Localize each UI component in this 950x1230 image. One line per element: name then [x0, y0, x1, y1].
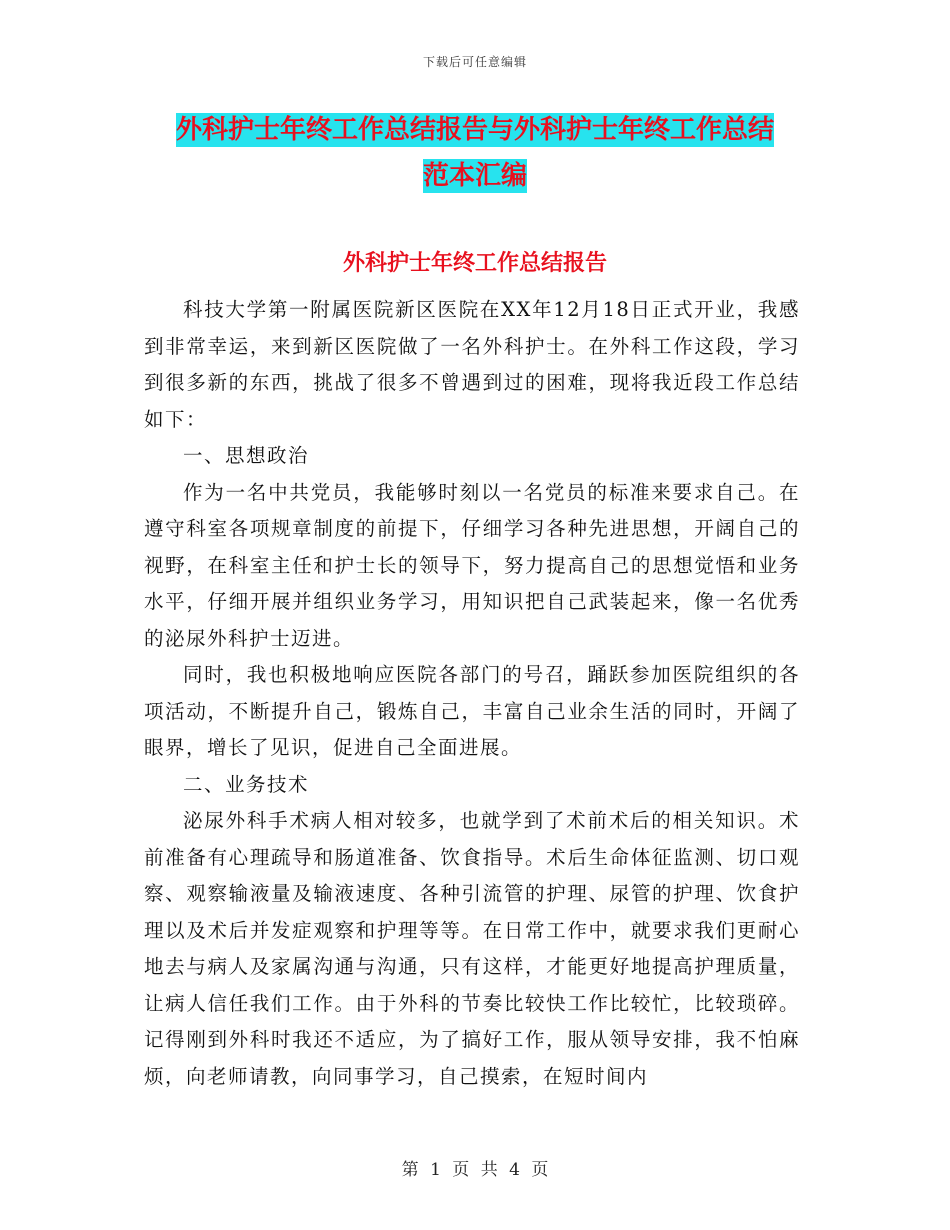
document-body: [144, 292, 800, 1095]
paragraph-ideology: 作为一名中共党员，我能够时刻以一名党员的标准来要求自己。在遵守科室各项规章制度的前提下，仔细学习各种先进思想，开阔自己的视野，在科室主任和护士长的领导下，努力提高自己的思想觉悟和业务水平，仔细开展并组织业务学习，用知识把自己武装起来，像一名优秀的泌尿外科护士迈进。: [144, 480, 800, 650]
document-title-line-1-text: 外科护士年终工作总结报告与外科护士年终工作总结: [175, 115, 774, 145]
document-title-line-2-text: 范本汇编: [422, 161, 527, 191]
paragraph-skills: 泌尿外科手术病人相对较多，也就学到了术前术后的相关知识。术前准备有心理疏导和肠道准备、饮食指导。术后生命体征监测、切口观察、观察输液量及输液速度、各种引流管的护理、尿管的护理、饮食护理以及术后并发症观察和护理等等。在日常工作中，就要求我们更耐心地去与病人及家属沟通与沟通，只有这样，才能更好地提高护理质量，让病人信任我们工作。由于外科的节奏比较快工作比较忙，比较琐碎。记得刚到外科时我还不适应，为了搞好工作，服从领导安排，我不怕麻烦，向老师请教，向同事学习，自己摸索，在短时间内: [144, 809, 800, 1088]
heading-ideology: 一、思想政治: [183, 444, 310, 467]
document-title-line-1: [0, 110, 950, 150]
document-title-line-2: [0, 156, 950, 196]
page-number-footer: 第 1 页 共 4 页: [401, 1160, 549, 1180]
heading-skills: 二、业务技术: [183, 772, 310, 796]
page-header-note: 下载后可任意编辑: [422, 55, 527, 69]
paragraph-activities: 同时，我也积极地响应医院各部门的号召，踊跃参加医院组织的各项活动，不断提升自己，锻炼自己，丰富自己业余生活的同时，开阔了眼界，增长了见识，促进自己全面进展。: [144, 663, 800, 759]
section-title: 外科护士年终工作总结报告: [342, 251, 607, 276]
paragraph-intro: 科技大学第一附属医院新区医院在XX年12月18日正式开业，我感到非常幸运，来到新区医院做了一名外科护士。在外科工作这段，学习到很多新的东西，挑战了很多不曾遇到过的困难，现将我近段工作总结如下：: [144, 298, 800, 431]
